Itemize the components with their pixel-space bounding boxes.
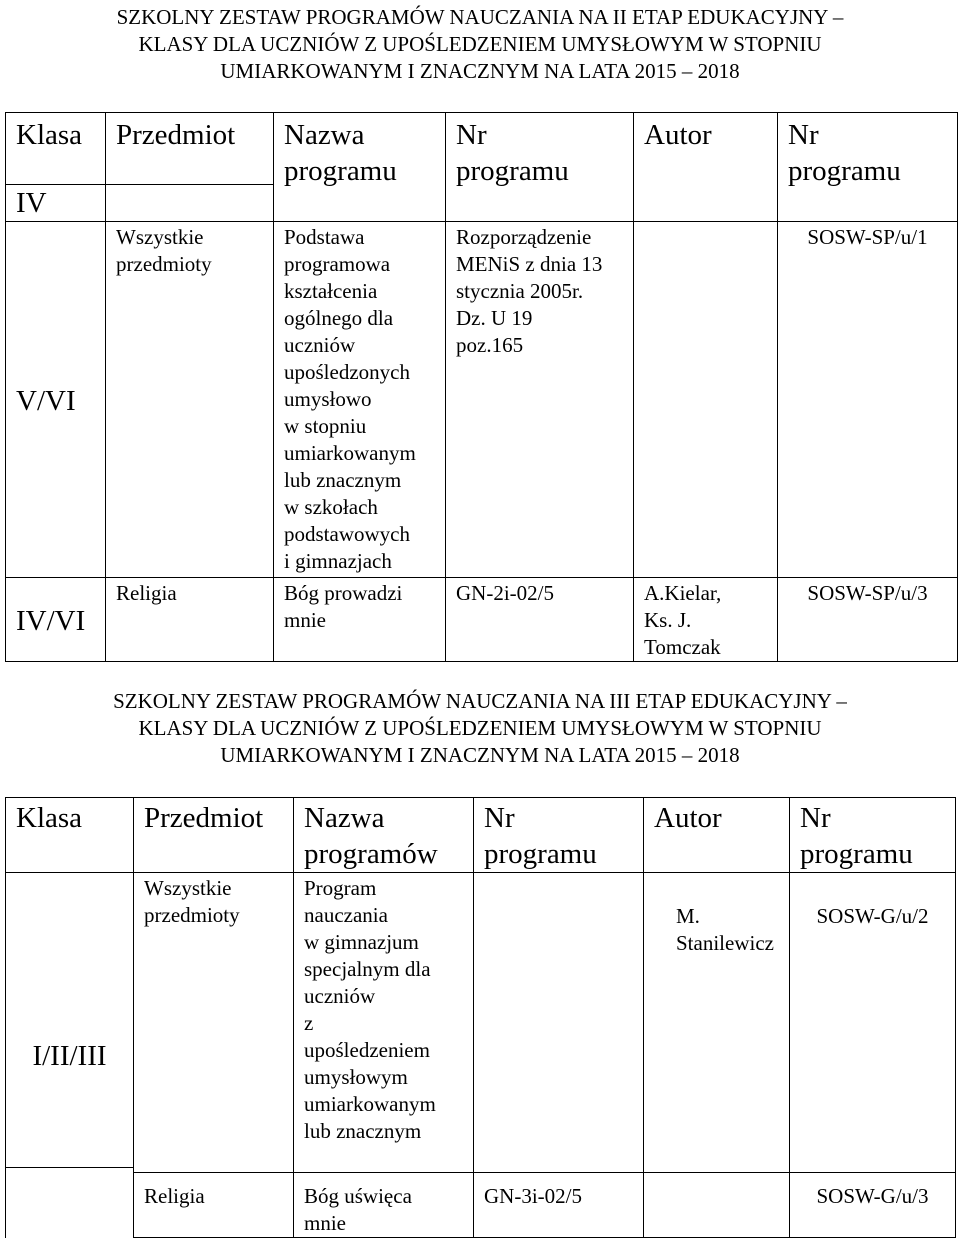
cell-text: stycznia 2005r.	[456, 279, 584, 303]
header-klasa: Klasa	[6, 113, 106, 185]
cell-text: Bóg uświęca	[304, 1184, 412, 1208]
header-text: Nr	[484, 802, 515, 834]
cell-text: z	[304, 1011, 314, 1035]
program-table-stage-3	[5, 797, 956, 1238]
cell-text: Wszystkie	[116, 225, 204, 249]
cell-text: i gimnazjach	[284, 549, 392, 573]
cell-text: specjalnym dla	[304, 957, 431, 981]
author-cell	[634, 222, 778, 578]
heading-line: SZKOLNY ZESTAW PROGRAMÓW NAUCZANIA NA II ETAP EDUKACYJNY –	[116, 5, 844, 29]
table-row	[6, 873, 956, 1173]
program-name-cell	[294, 873, 474, 1173]
heading-line: UMIARKOWANYM I ZNACZNYM NA LATA 2015 – 2018	[220, 743, 740, 767]
heading-line: KLASY DLA UCZNIÓW Z UPOŚLEDZENIEM UMYSŁOWYM W STOPNIU	[138, 716, 822, 740]
program-name-cell	[274, 578, 446, 662]
section1-heading	[0, 4, 960, 85]
header-text: programu	[788, 155, 901, 187]
author-cell	[644, 873, 790, 1173]
cell-text: przedmioty	[144, 903, 240, 927]
cell-text: uczniów	[304, 984, 376, 1008]
header-autor: Autor	[644, 798, 790, 873]
cell-text: Rozporządzenie	[456, 225, 592, 249]
subject-cell	[134, 873, 294, 1173]
cell-text: Wszystkie	[144, 876, 232, 900]
cell-text: M.	[676, 904, 700, 928]
heading-line: SZKOLNY ZESTAW PROGRAMÓW NAUCZANIA NA III ETAP EDUKACYJNY –	[113, 689, 847, 713]
table-border-line	[5, 1167, 134, 1168]
header-nr-programu-2	[790, 798, 956, 873]
cell-text: umysłowym	[304, 1065, 408, 1089]
header-nazwa-programu	[274, 113, 446, 222]
table-row	[6, 1173, 956, 1238]
header-autor: Autor	[634, 113, 778, 222]
cell-text: lub znacznym	[284, 468, 402, 492]
cell-text: poz.165	[456, 333, 524, 357]
cell-text: w szkołach	[284, 495, 378, 519]
header-text: Nr	[788, 119, 819, 151]
cell-text: umiarkowanym	[304, 1092, 436, 1116]
cell-text: kształcenia	[284, 279, 378, 303]
program-code-cell: SOSW-SP/u/1	[778, 222, 958, 578]
section2-heading	[0, 688, 960, 769]
cell-text: upośledzonych	[284, 360, 410, 384]
header-nr-programu-2	[778, 113, 958, 222]
table-row	[6, 578, 958, 662]
cell-text: MENiS z dnia 13	[456, 252, 603, 276]
cell-text: umysłowo	[284, 387, 372, 411]
cell-text: przedmioty	[116, 252, 212, 276]
cell-text: Stanilewicz	[676, 931, 774, 955]
table-header-row	[6, 798, 956, 873]
cell-text: upośledzeniem	[304, 1038, 430, 1062]
class-cell: V/VI	[6, 222, 106, 578]
header-text: Nazwa	[284, 119, 365, 151]
header-nr-programu	[446, 113, 634, 222]
header-klasa: Klasa	[6, 798, 134, 873]
header-text: Nazwa	[304, 802, 385, 834]
cell-text: Bóg prowadzi	[284, 581, 403, 605]
class-cell: I/II/III	[6, 873, 134, 1238]
cell-text: Tomczak	[644, 635, 721, 659]
program-name-cell	[294, 1173, 474, 1238]
program-number-cell	[474, 873, 644, 1173]
header-przedmiot: Przedmiot	[106, 113, 274, 185]
subject-cell	[106, 222, 274, 578]
cell-text: ogólnego dla	[284, 306, 394, 330]
header-text: Nr	[800, 802, 831, 834]
header-text: programu	[456, 155, 569, 187]
cell-text: w gimnazjum	[304, 930, 419, 954]
cell-text: Dz. U 19	[456, 306, 533, 330]
cell-text: programowa	[284, 252, 391, 276]
header-przedmiot: Przedmiot	[134, 798, 294, 873]
cell-text: w stopniu	[284, 414, 367, 438]
heading-line: KLASY DLA UCZNIÓW Z UPOŚLEDZENIEM UMYSŁOWYM W STOPNIU	[138, 32, 822, 56]
header-nazwa-programow	[294, 798, 474, 873]
program-name-cell	[274, 222, 446, 578]
subject-cell: Religia	[134, 1173, 294, 1238]
header-nr-programu	[474, 798, 644, 873]
cell-text: nauczania	[304, 903, 388, 927]
cell-text: A.Kielar,	[644, 581, 722, 605]
subject-cell: Religia	[106, 578, 274, 662]
header-text: programu	[284, 155, 397, 187]
class-cell: IV/VI	[6, 578, 106, 662]
program-table-stage-2	[5, 112, 958, 662]
program-code-cell: SOSW-SP/u/3	[778, 578, 958, 662]
cell-text: mnie	[304, 1211, 346, 1235]
program-number-cell	[446, 222, 634, 578]
cell-text: Podstawa	[284, 225, 365, 249]
header-text: programów	[304, 838, 438, 870]
author-cell	[634, 578, 778, 662]
cell-text: Ks. J.	[644, 608, 692, 632]
cell-text: Program	[304, 876, 377, 900]
cell-text: mnie	[284, 608, 326, 632]
cell-text: uczniów	[284, 333, 356, 357]
header-text: programu	[800, 838, 913, 870]
table-header-row	[6, 113, 958, 185]
cell-text: umiarkowanym	[284, 441, 416, 465]
author-cell	[644, 1173, 790, 1238]
program-code-cell: SOSW-G/u/3	[790, 1173, 956, 1238]
class-iv: IV	[6, 185, 106, 222]
heading-line: UMIARKOWANYM I ZNACZNYM NA LATA 2015 – 2018	[220, 59, 740, 83]
cell-text: podstawowych	[284, 522, 410, 546]
header-text: programu	[484, 838, 597, 870]
program-number-cell: GN-2i-02/5	[446, 578, 634, 662]
cell-text: lub znacznym	[304, 1119, 422, 1143]
program-code-cell: SOSW-G/u/2	[790, 873, 956, 1173]
table-row	[6, 222, 958, 578]
header-text: Nr	[456, 119, 487, 151]
empty-cell	[106, 185, 274, 222]
program-number-cell: GN-3i-02/5	[474, 1173, 644, 1238]
